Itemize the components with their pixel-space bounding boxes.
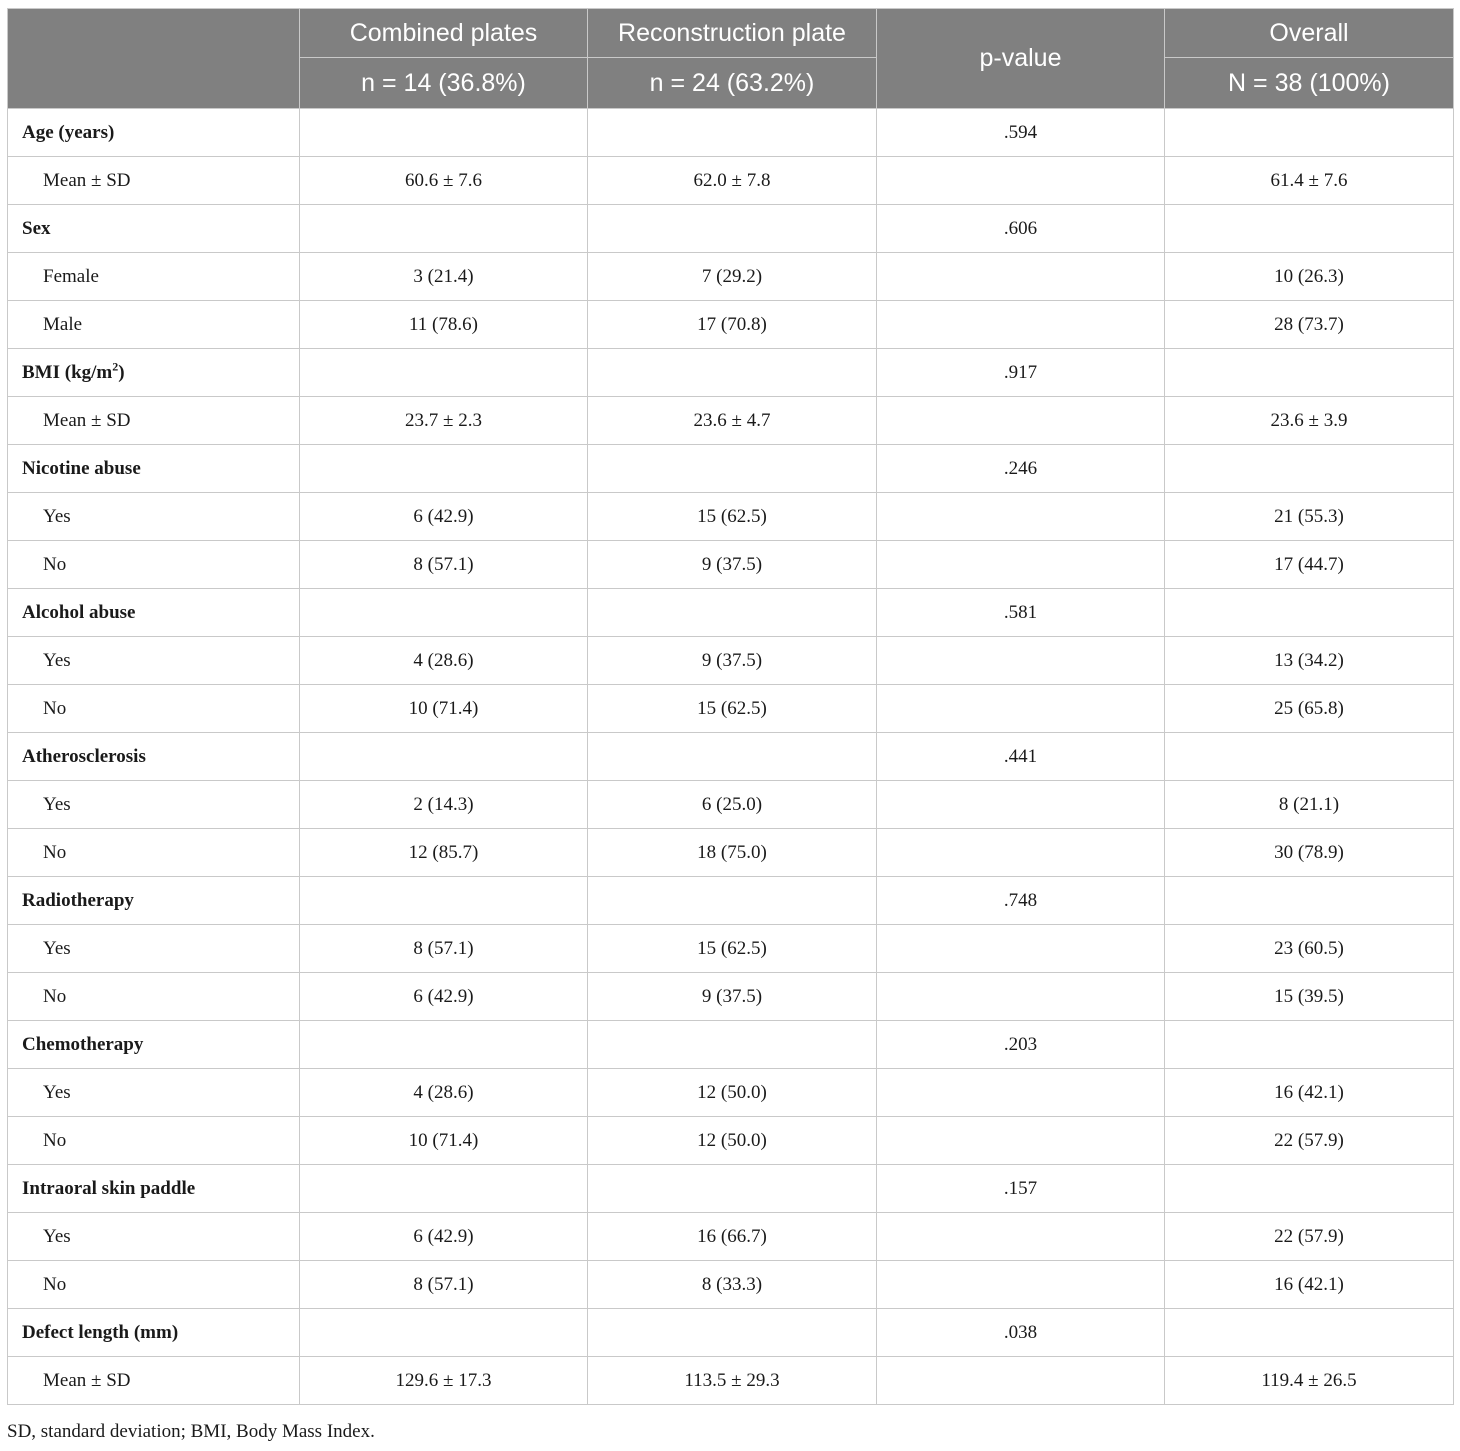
cell-reconstruction: 17 (70.8) <box>588 301 877 349</box>
table-group-row <box>8 1309 1454 1357</box>
row-label <box>8 733 300 781</box>
cell-combined <box>300 733 588 781</box>
cell-p-value <box>877 397 1165 445</box>
header-reconstruction-count: n = 24 (63.2%) <box>588 58 877 109</box>
row-label-text: Yes <box>43 505 71 527</box>
cell-reconstruction: 113.5 ± 29.3 <box>588 1357 877 1405</box>
cell-p-value <box>877 1357 1165 1405</box>
row-label <box>8 397 300 445</box>
table-row <box>8 925 1454 973</box>
header-row-1 <box>8 9 1454 58</box>
cell-reconstruction: 9 (37.5) <box>588 541 877 589</box>
row-label-text: Male <box>43 313 83 335</box>
row-label <box>8 1069 300 1117</box>
row-label <box>8 349 300 397</box>
cell-p-value <box>877 781 1165 829</box>
header-combined-title: Combined plates <box>300 9 588 58</box>
cell-p-value: .748 <box>877 877 1165 925</box>
cell-overall: 28 (73.7) <box>1165 301 1454 349</box>
row-label-text: Yes <box>43 937 71 959</box>
cell-reconstruction <box>588 349 877 397</box>
cell-overall <box>1165 1309 1454 1357</box>
cell-combined <box>300 1165 588 1213</box>
cell-combined: 11 (78.6) <box>300 301 588 349</box>
header-combined-count: n = 14 (36.8%) <box>300 58 588 109</box>
cell-combined <box>300 349 588 397</box>
cell-combined <box>300 1021 588 1069</box>
table-group-row <box>8 589 1454 637</box>
table-group-row <box>8 1165 1454 1213</box>
row-label-text: Mean ± SD <box>43 409 131 431</box>
row-label-suffix: ) <box>118 361 125 383</box>
cell-combined: 3 (21.4) <box>300 253 588 301</box>
cell-p-value: .581 <box>877 589 1165 637</box>
row-label <box>8 1261 300 1309</box>
cell-p-value <box>877 253 1165 301</box>
row-label <box>8 1213 300 1261</box>
table-row <box>8 397 1454 445</box>
row-label <box>8 301 300 349</box>
row-label <box>8 445 300 493</box>
row-label <box>8 685 300 733</box>
cell-reconstruction: 12 (50.0) <box>588 1117 877 1165</box>
table-row <box>8 541 1454 589</box>
cell-p-value <box>877 1069 1165 1117</box>
cell-combined <box>300 877 588 925</box>
row-label-text: Nicotine abuse <box>22 457 141 479</box>
cell-overall <box>1165 1021 1454 1069</box>
cell-combined: 129.6 ± 17.3 <box>300 1357 588 1405</box>
cell-p-value: .917 <box>877 349 1165 397</box>
cell-combined: 6 (42.9) <box>300 493 588 541</box>
row-label-text: Mean ± SD <box>43 1369 131 1391</box>
cell-p-value: .157 <box>877 1165 1165 1213</box>
table-header <box>8 9 1454 109</box>
cell-overall: 22 (57.9) <box>1165 1213 1454 1261</box>
cell-p-value <box>877 1117 1165 1165</box>
cell-p-value <box>877 157 1165 205</box>
header-reconstruction-title: Reconstruction plate <box>588 9 877 58</box>
table-row <box>8 1261 1454 1309</box>
cell-p-value: .441 <box>877 733 1165 781</box>
row-label <box>8 1309 300 1357</box>
table-group-row <box>8 109 1454 157</box>
table-group-row <box>8 733 1454 781</box>
cell-overall <box>1165 205 1454 253</box>
cell-reconstruction: 18 (75.0) <box>588 829 877 877</box>
row-label-text: Yes <box>43 1225 71 1247</box>
cell-p-value <box>877 829 1165 877</box>
row-label-text: Intraoral skin paddle <box>22 1177 196 1199</box>
cell-combined: 4 (28.6) <box>300 1069 588 1117</box>
cell-p-value: .246 <box>877 445 1165 493</box>
row-label-text: Yes <box>43 793 71 815</box>
cell-combined: 8 (57.1) <box>300 1261 588 1309</box>
row-label-text: No <box>43 553 67 575</box>
cell-reconstruction: 62.0 ± 7.8 <box>588 157 877 205</box>
cell-overall: 61.4 ± 7.6 <box>1165 157 1454 205</box>
table-row <box>8 1069 1454 1117</box>
row-label-text: Mean ± SD <box>43 169 131 191</box>
row-label-text: No <box>43 985 67 1007</box>
cell-reconstruction <box>588 1309 877 1357</box>
cell-reconstruction <box>588 205 877 253</box>
row-label <box>8 541 300 589</box>
row-label <box>8 877 300 925</box>
cell-combined: 6 (42.9) <box>300 1213 588 1261</box>
cell-combined <box>300 1309 588 1357</box>
header-overall-title: Overall <box>1165 9 1454 58</box>
table-row <box>8 781 1454 829</box>
table-row <box>8 301 1454 349</box>
cell-combined <box>300 109 588 157</box>
cell-overall: 119.4 ± 26.5 <box>1165 1357 1454 1405</box>
cell-p-value <box>877 1261 1165 1309</box>
row-label <box>8 637 300 685</box>
cell-reconstruction: 8 (33.3) <box>588 1261 877 1309</box>
row-label <box>8 1165 300 1213</box>
cell-reconstruction: 15 (62.5) <box>588 493 877 541</box>
cell-overall: 23.6 ± 3.9 <box>1165 397 1454 445</box>
table-row <box>8 973 1454 1021</box>
cell-overall: 16 (42.1) <box>1165 1261 1454 1309</box>
cell-reconstruction <box>588 589 877 637</box>
table-group-row <box>8 1021 1454 1069</box>
row-label-text: Yes <box>43 649 71 671</box>
cell-overall: 22 (57.9) <box>1165 1117 1454 1165</box>
cell-overall: 15 (39.5) <box>1165 973 1454 1021</box>
table-row <box>8 253 1454 301</box>
table-group-row <box>8 349 1454 397</box>
cell-combined <box>300 589 588 637</box>
row-label <box>8 1021 300 1069</box>
cell-overall: 21 (55.3) <box>1165 493 1454 541</box>
row-label <box>8 109 300 157</box>
cell-overall <box>1165 445 1454 493</box>
row-label <box>8 781 300 829</box>
header-p-value: p-value <box>877 9 1165 109</box>
cell-combined <box>300 445 588 493</box>
row-label-text: No <box>43 697 67 719</box>
row-label-text: No <box>43 1129 67 1151</box>
row-label-text: Female <box>43 265 99 287</box>
cell-overall: 13 (34.2) <box>1165 637 1454 685</box>
table-row <box>8 637 1454 685</box>
row-label <box>8 973 300 1021</box>
row-label <box>8 205 300 253</box>
cell-combined: 10 (71.4) <box>300 1117 588 1165</box>
cell-reconstruction <box>588 1165 877 1213</box>
cell-combined: 2 (14.3) <box>300 781 588 829</box>
cell-reconstruction <box>588 1021 877 1069</box>
row-label <box>8 157 300 205</box>
row-label-text: Sex <box>22 217 51 239</box>
cell-p-value <box>877 541 1165 589</box>
cell-p-value <box>877 925 1165 973</box>
cell-p-value <box>877 1213 1165 1261</box>
cell-overall <box>1165 877 1454 925</box>
cell-overall: 10 (26.3) <box>1165 253 1454 301</box>
cell-p-value: .594 <box>877 109 1165 157</box>
table-row <box>8 157 1454 205</box>
row-label-text: Alcohol abuse <box>22 601 136 623</box>
table-group-row <box>8 877 1454 925</box>
row-label-text: Age (years) <box>22 121 115 143</box>
row-label <box>8 1117 300 1165</box>
cell-p-value <box>877 493 1165 541</box>
row-label-text: Radiotherapy <box>22 889 134 911</box>
row-label <box>8 589 300 637</box>
cell-overall: 17 (44.7) <box>1165 541 1454 589</box>
cell-reconstruction: 7 (29.2) <box>588 253 877 301</box>
cell-p-value <box>877 637 1165 685</box>
cell-overall: 16 (42.1) <box>1165 1069 1454 1117</box>
header-empty-cell <box>8 9 300 109</box>
cell-reconstruction <box>588 733 877 781</box>
cell-p-value: .038 <box>877 1309 1165 1357</box>
cell-reconstruction <box>588 877 877 925</box>
cell-overall: 8 (21.1) <box>1165 781 1454 829</box>
cell-combined: 60.6 ± 7.6 <box>300 157 588 205</box>
cell-overall: 23 (60.5) <box>1165 925 1454 973</box>
table-row <box>8 1357 1454 1405</box>
data-table <box>7 8 1454 1405</box>
cell-reconstruction: 16 (66.7) <box>588 1213 877 1261</box>
table-body <box>8 109 1454 1405</box>
cell-combined: 12 (85.7) <box>300 829 588 877</box>
row-label <box>8 1357 300 1405</box>
row-label <box>8 493 300 541</box>
row-label-text: Defect length (mm) <box>22 1321 179 1343</box>
cell-reconstruction: 6 (25.0) <box>588 781 877 829</box>
row-label <box>8 829 300 877</box>
row-label-text: BMI (kg/m <box>22 361 113 383</box>
cell-reconstruction: 15 (62.5) <box>588 685 877 733</box>
cell-combined <box>300 205 588 253</box>
row-label-superscript: 2 <box>112 359 119 374</box>
table-footnote: SD, standard deviation; BMI, Body Mass Index. <box>7 1421 375 1442</box>
cell-overall <box>1165 349 1454 397</box>
table-group-row <box>8 205 1454 253</box>
cell-overall <box>1165 589 1454 637</box>
table-group-row <box>8 445 1454 493</box>
table-row <box>8 1213 1454 1261</box>
row-label-text: No <box>43 841 67 863</box>
cell-p-value: .203 <box>877 1021 1165 1069</box>
cell-reconstruction: 23.6 ± 4.7 <box>588 397 877 445</box>
cell-combined: 4 (28.6) <box>300 637 588 685</box>
cell-reconstruction <box>588 445 877 493</box>
row-label-text: Chemotherapy <box>22 1033 144 1055</box>
cell-p-value: .606 <box>877 205 1165 253</box>
table-row <box>8 829 1454 877</box>
cell-combined: 8 (57.1) <box>300 541 588 589</box>
table-row <box>8 1117 1454 1165</box>
cell-overall: 25 (65.8) <box>1165 685 1454 733</box>
cell-combined: 10 (71.4) <box>300 685 588 733</box>
cell-reconstruction: 15 (62.5) <box>588 925 877 973</box>
cell-reconstruction: 9 (37.5) <box>588 637 877 685</box>
header-overall-count: N = 38 (100%) <box>1165 58 1454 109</box>
row-label-text: No <box>43 1273 67 1295</box>
row-label-text: Atherosclerosis <box>22 745 146 767</box>
cell-overall <box>1165 1165 1454 1213</box>
cell-reconstruction <box>588 109 877 157</box>
cell-p-value <box>877 973 1165 1021</box>
table-container <box>7 8 1453 1405</box>
row-label <box>8 925 300 973</box>
cell-combined: 8 (57.1) <box>300 925 588 973</box>
cell-p-value <box>877 685 1165 733</box>
row-label <box>8 253 300 301</box>
cell-overall: 30 (78.9) <box>1165 829 1454 877</box>
cell-combined: 6 (42.9) <box>300 973 588 1021</box>
cell-reconstruction: 12 (50.0) <box>588 1069 877 1117</box>
table-row <box>8 685 1454 733</box>
cell-reconstruction: 9 (37.5) <box>588 973 877 1021</box>
cell-combined: 23.7 ± 2.3 <box>300 397 588 445</box>
cell-overall <box>1165 109 1454 157</box>
row-label-text: Yes <box>43 1081 71 1103</box>
table-row <box>8 493 1454 541</box>
cell-overall <box>1165 733 1454 781</box>
cell-p-value <box>877 301 1165 349</box>
